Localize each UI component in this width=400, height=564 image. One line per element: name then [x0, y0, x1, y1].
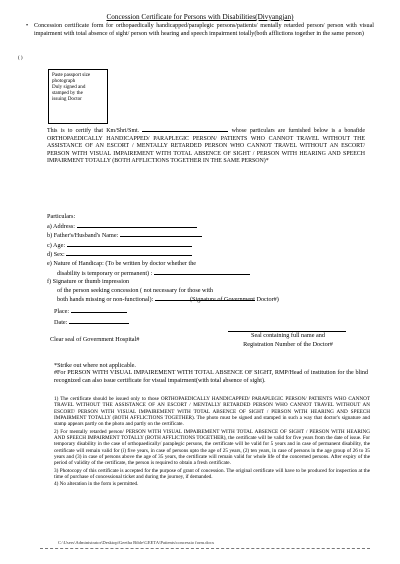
- signature-label-cont2: both hands missing or non-functional):: [57, 296, 154, 304]
- handicap-line: [154, 269, 250, 275]
- handicap-label: e) Nature of Handicap: (To be written by doctor whether the: [47, 259, 197, 267]
- age-line: [67, 241, 192, 247]
- place-row: [54, 307, 129, 318]
- place-label: Place:: [54, 308, 70, 315]
- particulars-heading: Particulars:: [47, 213, 76, 220]
- photo-box-line: Duly signed and: [52, 84, 86, 90]
- signature-label-cont: of the person seeking concession ( not necessary for those with: [57, 286, 214, 294]
- note-item: 3) Photocopy of this certificate is accepted for the purpose of grant of concession. The original certificate will have to be produced for inspection at the time of purchase of concessional ticket and during the journey, if demanded.: [54, 467, 370, 480]
- handicap-label-cont: disability is temporary or permanent): [57, 269, 150, 277]
- particular-father-husband: [47, 231, 367, 241]
- photo-box-line: photograph: [52, 78, 76, 84]
- particulars-section: [47, 213, 367, 305]
- doctor-seal-block: [228, 332, 348, 349]
- certification-paragraph: [47, 126, 365, 166]
- notes-section: [54, 396, 370, 489]
- doctor-signature-label: (Signature of Government Doctor#): [190, 296, 279, 303]
- file-path-footer: C:\Users\Administrator\Desktop\Geetha Bible\GEETA\Patients\concessio form.docx: [58, 540, 215, 545]
- date-label: Date:: [54, 318, 68, 326]
- date-line: [69, 318, 129, 324]
- note-item: 4) No alteration in the form is permitted.: [54, 481, 139, 488]
- particular-handicap: [47, 260, 367, 269]
- cut-line: [40, 548, 370, 549]
- place-date-block: [54, 307, 129, 328]
- hospital-seal-label: Clear seal of Government Hospital#: [50, 336, 140, 343]
- particular-handicap-cont: [47, 269, 367, 279]
- address-label: a) Address:: [47, 222, 76, 230]
- father-husband-line: [120, 231, 202, 237]
- name-blank-line: [142, 126, 228, 132]
- address-line: [77, 222, 197, 228]
- particular-sex: [47, 250, 367, 260]
- signature-label: f) Signature or thumb impression: [47, 278, 130, 286]
- photo-box: [48, 69, 108, 124]
- paren-mark: ( ): [18, 56, 23, 61]
- particular-age: [47, 241, 367, 251]
- place-line: [71, 307, 127, 313]
- particular-signature: [47, 278, 367, 287]
- sex-label: d) Sex:: [47, 251, 65, 259]
- doctor-seal-line1: Seal containing full name and: [251, 332, 325, 339]
- father-husband-label: b) Father's/Husband's Name:: [47, 232, 119, 240]
- photo-box-line: stamped by the: [52, 90, 83, 96]
- particular-address: [47, 222, 367, 232]
- certify-lead: This is to certify that Km/Shri/Smt.: [47, 128, 140, 134]
- photo-box-line: Paste passport size: [52, 72, 91, 78]
- intro-paragraph: Concession certificate form for orthopaedically handicapped/paraplegic persons/patients/ mentally retarded person/ person with visual impairment with total absence of sight/ person with hearing and speech impairment totally(both afflictions together in the same person): [34, 23, 374, 38]
- photo-box-line: issuing Doctor: [52, 96, 82, 102]
- doctor-seal-line2: Registration Number of the Doctor#: [243, 340, 333, 348]
- document-title: Concession Certificate for Persons with Disabilities(Divyangjan): [106, 13, 294, 21]
- visual-impairment-note: #For PERSON WITH VISUAL IMPAIREMENT WITH TOTAL ABSENCE OF SIGHT, RMP/Head of institution for the blind recognized can also issue certificate for visual impairment(with total absence of sight).: [54, 370, 368, 384]
- age-label: c) Age:: [47, 241, 66, 249]
- bullet-mark: •: [26, 23, 29, 29]
- date-row: [54, 318, 129, 329]
- certify-rest: whose particulars are furnished below is a bonafide ORTHOPAEDICALLY HANDICAPPED/ PARAPLEGIC PERSON/ PATIENTS WHO CANNOT TRAVEL WITHOUT THE ASSISTANCE OF AN ESCORT / MENTALLY RETARDED PERSON WHO CANNOT TRAVEL WITHOUT AN ESCORT/ PERSON WITH VISUAL IMPAIREMENT WITH TOTAL ABSENCE OF SIGHT / PERSON WITH HEARING AND SPEECH IMPAIRMENT TOTALLY (BOTH AFFLICTIONS TOGETHER IN THE SAME PERSON)*: [47, 128, 365, 164]
- sex-line: [66, 250, 192, 256]
- particular-signature-cont: [47, 287, 367, 296]
- handicap-colon: :: [150, 269, 153, 277]
- note-item: 1) The certificate should be issued only to those ORTHOPAEDICALLY HANDICAPPED/ PARAPLEGIC PERSON/ PATIENTS WHO CANNOT TRAVEL WITHOUT THE ASSISTANCE OF AN ESCORT / MENTALLY RETARDED PERSON WHO CANNOT TRAVEL WITHOUT AN ESCORT/ PERSON WITH VISUAL IMPAIREMENT WITH TOTAL ABSENCE OF SIGHT / PERSON WITH HEARING AND SPEECH IMPAIRMENT TOTALLY (BOTH AFFLICTIONS TOGETHER). The photo must be signed and stamped in such a way that doctor's signature and stamp appears partly on the photo and partly on the certificate.: [54, 396, 370, 428]
- note-item: 2) For mentally retarded person/ PERSON WITH VISUAL IMPAIREMENT WITH TOTAL ABSENCE OF SIGHT / PERSON WITH HEARING AND SPEECH IMPAIRMENT TOTALLY (BOTH AFFLICTIONS TOGETHER), the certificate will be valid for five years from the date of issue. For temporary disability in the case of orthopaedically/ paraplegic persons, the certificate will be valid for 5 years and in case of permanent disability, the certificate will remain valid for (i) five years, in case of persons upto the age of 25 years, (2) ten years, in case of persons in the age group of 26 to 35 years and (3) in case of persons above the age of 35 years, the certificate will remain valid for whole life of the concerned persons. After expiry of the period of validity of the certificate, the person is required to obtain a fresh certificate.: [54, 428, 370, 467]
- strike-out-note: *Strike out where not applicable.: [54, 362, 136, 369]
